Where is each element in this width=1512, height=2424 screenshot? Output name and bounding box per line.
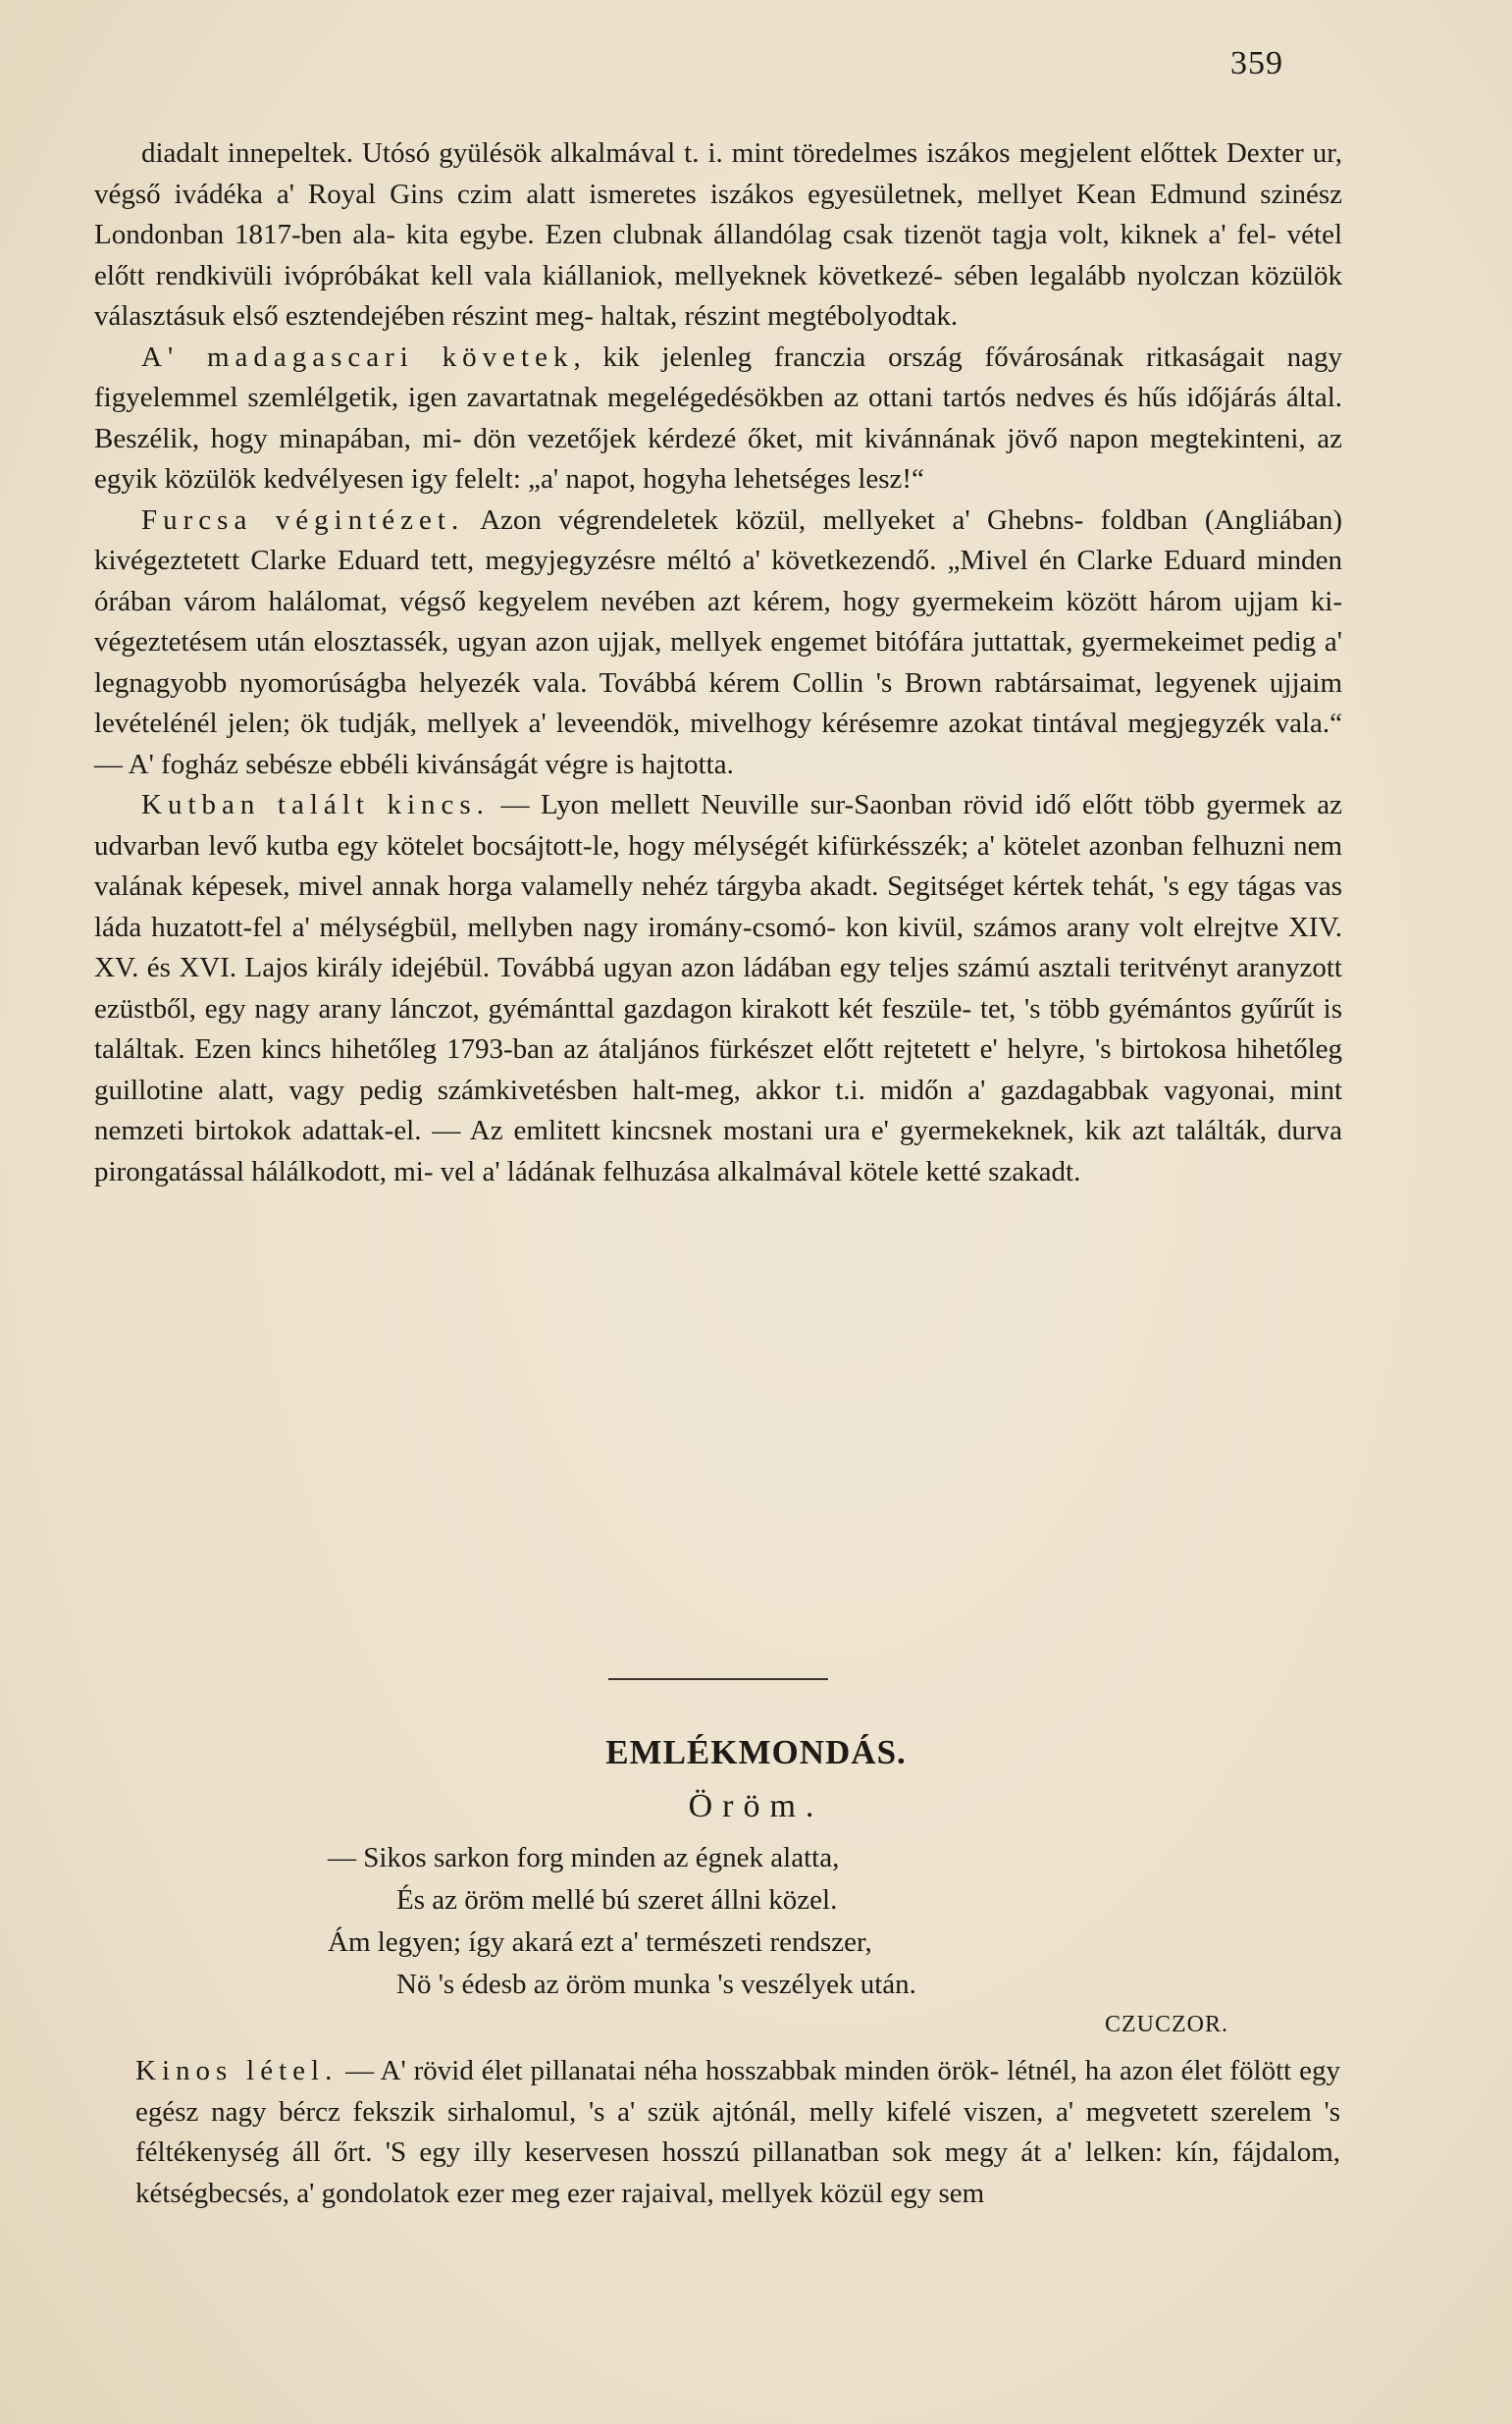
page-number: 359 — [1230, 45, 1283, 81]
text-line: átaljános fürkészet előtt rejtetett e' helyre, 's birtokosa hihetőleg guillotine — [94, 1033, 1343, 1106]
text-line: sében legalább nyolczan közülök választásuk első esztendejében részint meg- — [94, 259, 1342, 332]
text-line: — Lyon mellett Neuville sur-Saonban rövid — [489, 789, 1023, 820]
poem-author: CZUCZOR. — [1105, 2012, 1229, 2037]
text-line: vagyonai, mint nemzeti birtokok adattak-el. — Az emlitett kincsnek mostani — [94, 1074, 1342, 1146]
text-line: kétségbecsés, a' gondolatok ezer meg ezer rajaival, mellyek közül egy sem — [135, 2177, 985, 2209]
text-line: ajtónál, melly kifelé viszen, a' megvetett szerelem 's féltékenység áll őrt. 'S — [135, 2095, 1340, 2168]
text-line: juttattak, gyermekeimet pedig a' legnagyobb nyomorúságba helyezék vala. — [94, 626, 1342, 699]
text-line: Továbbá kérem Collin 's Brown rabtársaimat, legyenek ujjaim levételénél — [94, 666, 1343, 739]
text-line: mivel annak horga valamelly nehéz tárgyba akadt. Segitséget kértek tehát, 's — [298, 870, 1179, 902]
text-line: hogy mélységét kifürkésszék; a' kötelet azonban felhuzni nem valának képesek, — [94, 829, 1343, 902]
spaced-lead-phrase: Kinos létel. — [135, 2055, 339, 2086]
text-line: jelen; ök tudják, mellyek a' leveendök, mivelhogy kérésemre azokat tintával — [227, 708, 1119, 739]
paragraph-torment — [135, 2051, 1340, 2214]
spaced-lead-phrase: Furcsa végintézet. — [141, 503, 465, 536]
text-line: diadalt innepeltek. Utósó gyülésök alkalmával t. i. mint töredelmes iszákos — [141, 137, 1011, 169]
text-line: idő előtt több gyermek az udvarban levő kutba egy kötelet bocsájtott-le, — [94, 789, 1343, 862]
paragraph-dexter — [94, 133, 1342, 338]
text-line: vétel előtt rendkivüli ivópróbákat kell vala kiállaniok, mellyeknek következé- — [94, 219, 1342, 291]
text-line: kon kivül, számos arany volt elrejtve XIV. XV. és XVI. Lajos király idejébül. — [94, 911, 1343, 983]
text-line: végső kegyelem nevében azt kérem, hogy gyermekeim között három ujjam ki- — [399, 585, 1342, 617]
text-line: Azon végrendeletek közül, mellyeket a' Ghebns- — [464, 503, 1084, 536]
poem-line: Ám legyen; így akará ezt a' természeti rendszer, — [328, 1926, 872, 1958]
section-title: EMLÉKMONDÁS. — [605, 1733, 907, 1771]
text-line: dön vezetőjek kérdezé őket, mit kivánnának jövő napon megtekinteni, az — [473, 422, 1343, 454]
text-line: haltak, részint megtébolyodtak. — [600, 300, 959, 332]
poem-line: Nö 's édesb az öröm munka 's veszélyek után. — [396, 1969, 916, 2000]
text-line: ezüstből, egy nagy arany lánczot, gyémánttal gazdagon kirakott két feszüle- — [94, 992, 972, 1025]
poem — [328, 1837, 1113, 2006]
text-line: egyik közülök kedvélyesen igy felelt: „a' napot, hogyha lehetséges lesz!“ — [94, 463, 924, 495]
text-line: — A' rövid élet pillanatai néha hosszabbak minden örök- — [338, 2055, 1000, 2086]
spaced-lead-phrase: Kutban talált kincs. — [141, 789, 490, 820]
article-body — [94, 133, 1342, 1192]
text-line: ura e' gyermekeknek, kik azt találták, durva pirongatással hálálkodott, mi- — [94, 1115, 1342, 1187]
text-line: egy illy keservesen hosszú pillanatban sok megy át a' lelken: kín, fájdalom, — [419, 2136, 1341, 2168]
poem-line: — Sikos sarkon forg minden az égnek alatta, — [328, 1842, 840, 1873]
text-line: a' következendő. „Mivel én Clarke Eduard minden órában várom halálomat, — [94, 545, 1342, 617]
text-line: alatt, vagy pedig számkivetésben halt-meg, akkor t.i. midőn a' gazdagabbak — [218, 1074, 1149, 1106]
poem-line: És az öröm mellé bú szeret állni közel. — [396, 1884, 838, 1916]
text-line: kita egybe. Ezen clubnak állandólag csak tizenöt tagja volt, kiknek a' fel- — [405, 219, 1277, 250]
text-line: ritkaságait nagy figyelemmel szemlélgetik, igen zavartatnak megelégedésökben — [94, 341, 1343, 413]
paragraph-treasure — [94, 785, 1342, 1192]
paragraph-testament — [94, 501, 1342, 786]
text-line: az ottani tartós nedves és hűs időjárás által. Beszélik, hogy minapában, mi- — [94, 382, 1343, 454]
text-line: , kik jelenleg franczia ország fővárosának — [573, 341, 1124, 373]
text-line: létnél, ha azon élet fölött egy egész nagy bércz fekszik sirhalomul, 's a' szük — [135, 2055, 1340, 2128]
poem-title: Öröm. — [688, 1788, 824, 1824]
text-line: vel a' ládának felhuzása alkalmával kötele ketté szakadt. — [440, 1155, 1081, 1187]
text-line: végeztetésem után elosztassék, ugyan azon ujjak, mellyek engemet bitófára — [94, 626, 965, 658]
spaced-lead-phrase: A' madagascari követek — [141, 341, 574, 373]
article-body-continued — [135, 2051, 1340, 2214]
text-line: foldban (Angliában) kivégeztetett Clarke Eduard tett, megyjegyzésre méltó — [94, 503, 1342, 576]
text-line: tet, 's több gyémántos gyűrűt is találtak. Ezen kincs hihetőleg 1793-ban az — [94, 992, 1342, 1065]
text-line: megjelent előttek Dexter ur, végső ivádéka a' Royal Gins czim alatt ismeretes — [94, 137, 1343, 210]
text-line: iszákos egyesületnek, mellyet Kean Edmund szinész Londonban 1817-ben ala- — [94, 178, 1343, 250]
text-line: Továbbá ugyan azon ládában egy teljes számú asztali teritvényt aranyzott — [496, 952, 1342, 983]
text-line: megjegyzék vala.“ — A' fogház sebésze ebbéli kivánságát végre is hajtotta. — [94, 708, 1343, 780]
text-line: egy tágas vas láda huzatott-fel a' mélységbül, mellyben nagy iromány-csomó- — [94, 870, 1342, 943]
section-divider — [608, 1678, 828, 1680]
paragraph-madagascar — [94, 338, 1342, 501]
